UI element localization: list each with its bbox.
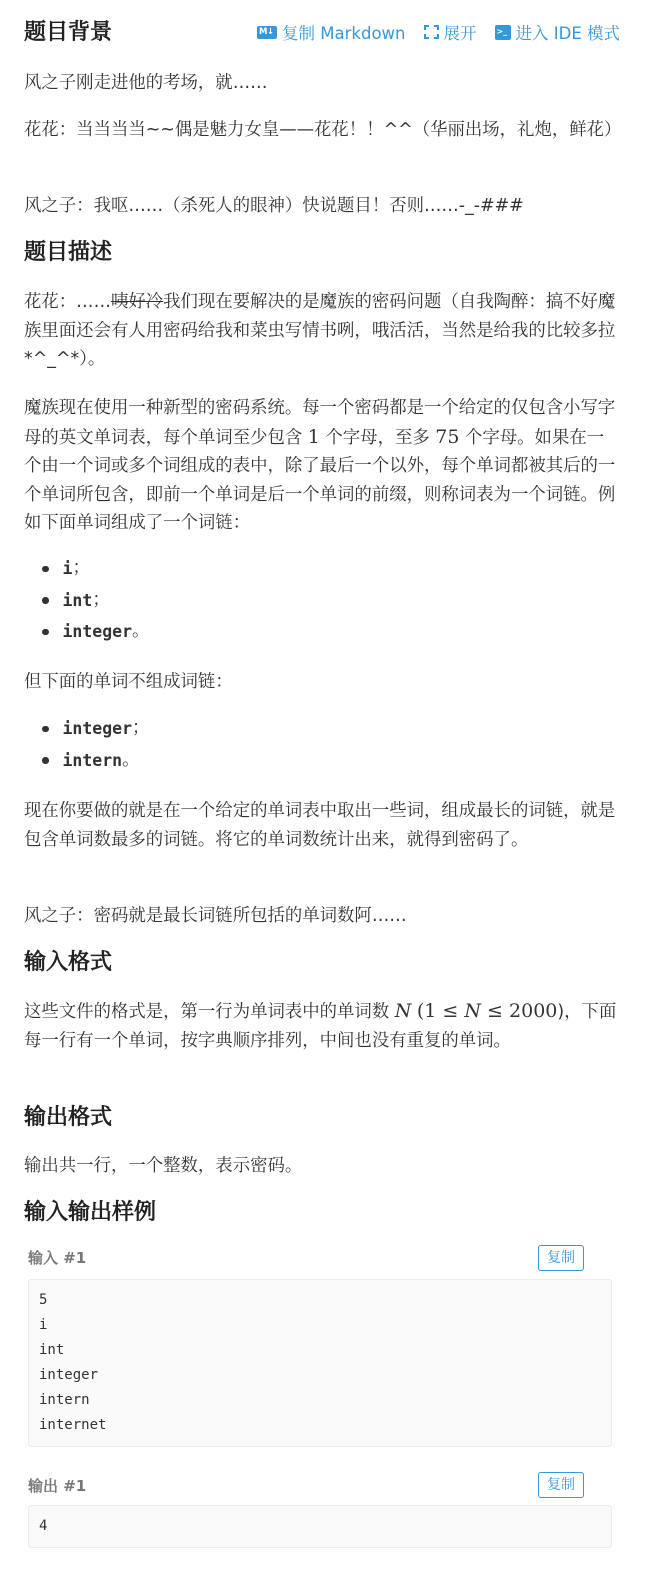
samples-heading: 输入输出样例 <box>24 1200 157 1225</box>
input-format-text-a: 这些文件的格式是，第一行为单词表中的单词数 <box>24 1002 395 1022</box>
code-line: int <box>39 1342 65 1358</box>
input-format-text-b: )，下面每一行有一个单词，按字典顺序排列，中间也没有重复的单词。 <box>24 1002 617 1051</box>
list-item: int ； <box>42 585 149 617</box>
sample-input-label: 输入 #1 <box>28 1249 87 1267</box>
background-paragraph-3: 风之子：我呕……（杀死人的眼神）快说题目！否则……-_-### <box>24 196 524 216</box>
markdown-icon <box>257 26 277 39</box>
expand-button[interactable] <box>424 20 477 44</box>
desc-p1-strike: 咦好冷 <box>110 292 164 312</box>
nonchain-word: intern <box>62 750 123 770</box>
desc-p2-part-b: 个字母，至多 <box>319 427 436 448</box>
description-paragraph-3: 但下面的单词不组成词链： <box>24 672 233 692</box>
chain-word: integer <box>62 622 133 641</box>
description-heading: 题目描述 <box>24 240 113 265</box>
description-paragraph-5: 风之子：密码就是最长词链所包括的单词数阿…… <box>24 906 407 926</box>
code-line: internet <box>39 1417 107 1433</box>
background-heading: 题目背景 <box>24 20 113 45</box>
description-paragraph-2 <box>24 394 620 538</box>
sample-input-box[interactable] <box>28 1279 612 1447</box>
background-paragraph-2: 花花：当当当当~~偶是魅力女皇——花花！！^^（华丽出场，礼炮，鲜花） <box>24 120 622 140</box>
list-item: i ； <box>42 553 149 585</box>
input-format-heading: 输入格式 <box>24 950 113 975</box>
description-paragraph-1 <box>24 288 620 374</box>
enter-ide-label: 进入 IDE 模式 <box>515 24 620 43</box>
desc-p1-prefix: 花花：…… <box>24 292 111 312</box>
nonchain-word: integer <box>62 719 133 738</box>
terminal-icon <box>495 25 511 40</box>
desc-p1-rest: 我们现在要解决的是魔族的密码问题（自我陶醉：搞不好魔族里面还会有人用密码给我和菜虫写情书咧，哦活活，当然是给我的比较多拉*^_^*）。 <box>24 292 616 369</box>
max-letters-value: 75 <box>435 425 460 448</box>
copy-markdown-button[interactable] <box>257 20 405 44</box>
chain-word: int <box>62 590 93 610</box>
code-line: i <box>39 1317 48 1333</box>
sample-output-box[interactable] <box>28 1505 612 1548</box>
description-paragraph-4: 现在你要做的就是在一个给定的单词表中取出一些词，组成最长的词链，就是包含单词数最多的词链。将它的单词数统计出来，就得到密码了。 <box>24 801 616 850</box>
desc-p2-part-a: 魔族现在使用一种新型的密码系统。每一个密码都是一个给定的仅包含小写字母的英文单词表，每个单词至少包含 <box>24 398 616 448</box>
list-item: integer ； <box>42 713 149 745</box>
problem-toolbar <box>257 20 620 44</box>
min-letters-value: 1 <box>307 425 320 448</box>
background-paragraph-1: 风之子刚走进他的考场，就…… <box>24 73 268 93</box>
output-format-heading: 输出格式 <box>24 1105 113 1130</box>
desc-p2-part-c: 个字母。如果在一个由一个词或多个词组成的表中，除了最后一个以外，每个单词都被其后的一个单词所包含，即前一个单词是后一个单词的前缀，则称词表为一个词链。例如下面单词组成了一个词链： <box>24 427 616 533</box>
sample-output-label: 输出 #1 <box>28 1477 87 1495</box>
expand-icon <box>424 25 439 39</box>
nonchain-example-list <box>42 713 149 776</box>
n-range: (1 ≤ N ≤ 2000 <box>416 1000 558 1022</box>
n-variable: N <box>394 1000 412 1022</box>
copy-output-button[interactable]: 复制 <box>538 1472 584 1498</box>
list-item: intern 。 <box>42 745 149 777</box>
code-line: intern <box>39 1392 90 1408</box>
enter-ide-button[interactable] <box>495 20 621 44</box>
code-line: 5 <box>39 1292 48 1308</box>
copy-markdown-label: 复制 Markdown <box>282 24 406 43</box>
input-format-paragraph <box>24 997 620 1055</box>
expand-label: 展开 <box>443 24 477 43</box>
output-format-paragraph: 输出共一行，一个整数，表示密码。 <box>24 1156 303 1176</box>
chain-example-list <box>42 553 149 648</box>
list-item: integer 。 <box>42 616 149 648</box>
code-line: integer <box>39 1367 99 1383</box>
chain-word: i <box>62 559 73 578</box>
copy-input-button[interactable]: 复制 <box>538 1245 584 1271</box>
code-line: 4 <box>39 1518 48 1534</box>
